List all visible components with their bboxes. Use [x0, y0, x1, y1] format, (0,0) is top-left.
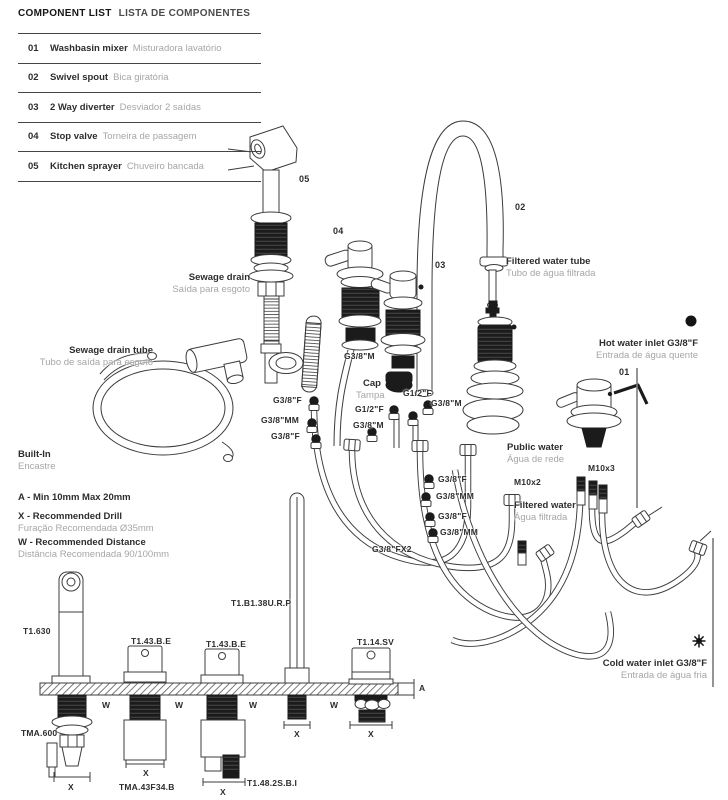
- dim-a-label: A: [419, 683, 426, 693]
- component-name-pt: Bica giratória: [113, 72, 169, 84]
- callout-part-02: 02: [515, 202, 526, 212]
- public-water-label-pt: Água de rede: [507, 454, 565, 465]
- cold-water-label-en: Cold water inlet G3/8"F: [602, 658, 707, 669]
- callout-part-01: 01: [619, 367, 630, 377]
- built-in-label-en: Built-In: [18, 449, 51, 460]
- fitting-label: G3/8"F: [438, 511, 467, 521]
- page-title: [18, 8, 250, 19]
- fitting-label: G3/8"MM: [436, 491, 475, 501]
- component-name-pt: Chuveiro bancada: [126, 160, 204, 172]
- product-code-t1630: T1.630: [23, 626, 51, 636]
- filtered-water-tube-label-pt: Tubo de água filtrada: [506, 268, 596, 279]
- filter-cartridge-drawing: [463, 301, 523, 434]
- dim-x-label: X: [368, 729, 374, 739]
- cap-label-en: Cap: [363, 378, 381, 389]
- t1630-drawing: [47, 572, 92, 782]
- fitting-label: G3/8"M: [353, 420, 384, 430]
- component-number: 02: [28, 72, 39, 84]
- t143be-drawing-1: [124, 646, 166, 768]
- cap-label-pt: Tampa: [356, 390, 385, 401]
- cap-callout: [356, 378, 385, 402]
- note-x: [18, 511, 154, 535]
- dim-x-label: X: [143, 768, 149, 778]
- filtered-water-label-en: Filtered water: [514, 500, 576, 511]
- product-code-tma600: TMA.600: [21, 728, 58, 738]
- fitting-label: M10x2: [514, 477, 541, 487]
- component-number: 01: [28, 42, 39, 54]
- dim-x-label: X: [68, 782, 74, 792]
- product-code-t143be-2: T1.43.B.E: [206, 639, 247, 649]
- component-number: 05: [28, 160, 39, 172]
- sewage-drain-tube-callout: [40, 345, 153, 369]
- note-w-pt: Distância Recomendada 90/100mm: [18, 549, 170, 560]
- fitting-label: G1/2"F: [355, 404, 384, 414]
- note-w: [18, 537, 169, 561]
- component-row: [18, 92, 261, 122]
- sewage-drain-tube-label-en: Sewage drain tube: [69, 345, 153, 356]
- note-x-pt: Furação Recomendada Ø35mm: [18, 523, 154, 534]
- cold-water-label-pt: Entrada de água fria: [620, 670, 707, 681]
- product-code-t1482sbi: T1.48.2S.B.I: [247, 778, 298, 788]
- built-in-label-pt: Encastre: [18, 461, 56, 472]
- fitting-label: G3/8"M: [431, 398, 462, 408]
- fitting-label: G3/8"FX2: [372, 544, 412, 554]
- fitting-label: G3/8"F: [438, 474, 467, 484]
- product-code-t143be-1: T1.43.B.E: [131, 636, 172, 646]
- washbasin-mixer-drawing: [555, 379, 647, 447]
- fitting-label: G3/8"F: [271, 431, 300, 441]
- dim-x-label: X: [220, 787, 226, 797]
- component-name-pt: Desviador 2 saídas: [119, 101, 201, 113]
- component-name-pt: Torneira de passagem: [102, 131, 197, 143]
- component-name-pt: Misturadora lavatório: [132, 42, 222, 54]
- page-title-pt: LISTA DE COMPONENTES: [118, 8, 251, 19]
- t143be-drawing-2: [201, 649, 245, 786]
- hot-water-label-pt: Entrada de água quente: [596, 350, 698, 361]
- fitting-label: M10x3: [588, 463, 615, 473]
- component-row: [18, 122, 261, 152]
- sewage-drain-tube-label-pt: Tubo de saída para esgoto: [39, 357, 153, 368]
- product-code-tma43f34b: TMA.43F34.B: [119, 782, 175, 792]
- component-row: [18, 63, 261, 93]
- sewage-drain-label-pt: Saída para esgoto: [172, 284, 250, 295]
- cold-water-snowflake-icon: [693, 635, 706, 648]
- component-name-en: Stop valve: [50, 131, 98, 143]
- dim-w-label: W: [102, 700, 111, 710]
- stop-valve-drawing: [324, 241, 383, 350]
- component-name-en: Swivel spout: [50, 72, 109, 84]
- filtered-water-callout: [514, 500, 576, 524]
- dim-w-label: W: [330, 700, 339, 710]
- hot-water-callout: [596, 338, 698, 362]
- sewage-drain-callout: [172, 272, 250, 296]
- fitting-label: G3/8"MM: [261, 415, 300, 425]
- dim-x-label: X: [294, 729, 300, 739]
- component-row: [18, 33, 261, 63]
- note-w-en: W - Recommended Distance: [18, 537, 146, 548]
- cold-water-callout: [603, 658, 707, 682]
- public-water-label-en: Public water: [507, 442, 563, 453]
- component-name-en: 2 Way diverter: [50, 101, 115, 113]
- callout-part-04: 04: [333, 226, 344, 236]
- product-code-t114sv: T1.14.SV: [357, 637, 395, 647]
- fitting-label: G1/2"F: [403, 388, 432, 398]
- note-a-text: A - Min 10mm Max 20mm: [18, 492, 131, 503]
- built-in-callout: [18, 449, 56, 473]
- sewage-drain-drawing: [184, 296, 321, 392]
- fitting-label: G3/8"MM: [440, 527, 479, 537]
- callout-part-05: 05: [299, 174, 310, 184]
- public-water-callout: [507, 442, 564, 466]
- component-number: 04: [28, 131, 39, 143]
- component-number: 03: [28, 101, 39, 113]
- dim-w-label: W: [175, 700, 184, 710]
- component-list-table: [18, 33, 261, 182]
- filtered-water-tube-callout: [506, 256, 595, 280]
- page-title-en: COMPONENT LIST: [18, 8, 112, 19]
- filtered-water-label-pt: Água filtrada: [514, 512, 568, 523]
- hot-water-dot-icon: [686, 316, 697, 327]
- dim-w-label: W: [249, 700, 258, 710]
- hot-water-label-en: Hot water inlet G3/8"F: [599, 338, 698, 349]
- note-x-en: X - Recommended Drill: [18, 511, 122, 522]
- callout-part-03: 03: [435, 260, 446, 270]
- fitting-label: G3/8"F: [273, 395, 302, 405]
- component-name-en: Kitchen sprayer: [50, 160, 122, 172]
- filtered-water-tube-label-en: Filtered water tube: [506, 256, 591, 267]
- note-a: [18, 492, 131, 504]
- component-row: [18, 151, 261, 181]
- fitting-label: G3/8"M: [344, 351, 375, 361]
- component-name-en: Washbasin mixer: [50, 42, 128, 54]
- sewage-drain-label-en: Sewage drain: [188, 272, 250, 283]
- product-code-t1b138urp: T1.B1.38U.R.P: [231, 598, 292, 608]
